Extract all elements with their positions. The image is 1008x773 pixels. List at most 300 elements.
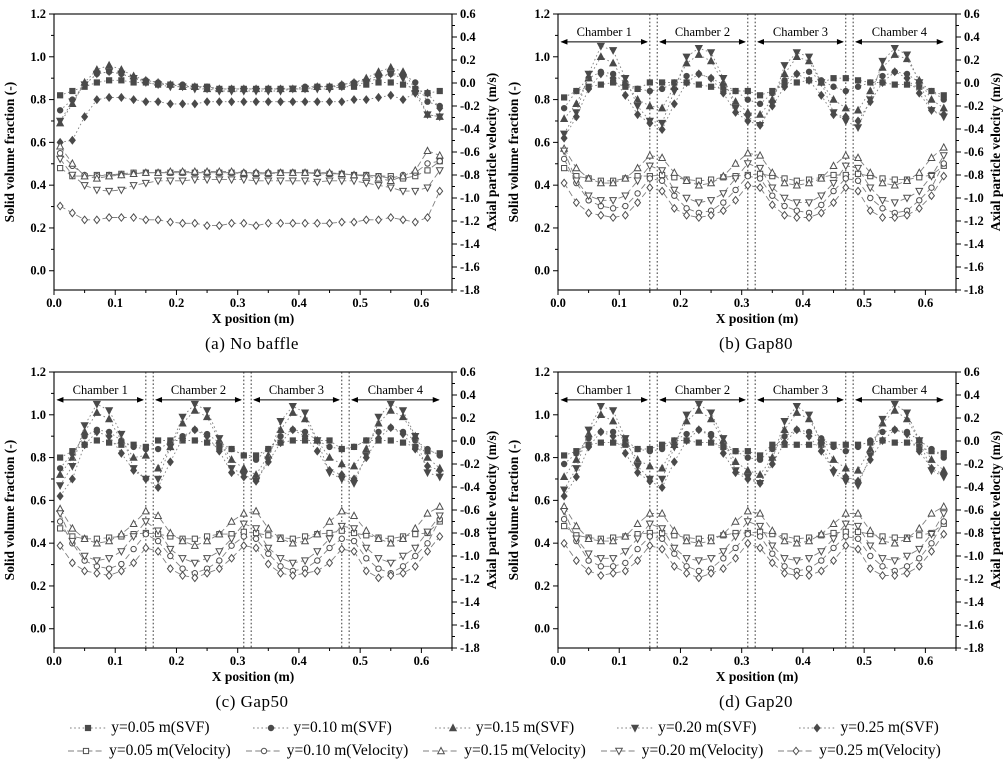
diamond-marker-icon — [916, 89, 922, 96]
triangle-down-marker-icon — [363, 545, 370, 551]
triangle-down-marker-icon — [855, 125, 862, 131]
triangle-up-marker-icon — [94, 409, 101, 415]
diamond-marker-icon — [904, 570, 910, 577]
y-left-axis-label: Solid volume fraction (-) — [2, 439, 17, 581]
caption-b: (b) Gap80 — [719, 334, 793, 353]
arrow-right-icon — [641, 397, 648, 403]
triangle-up-marker-icon — [647, 152, 654, 158]
circle-marker-icon — [733, 88, 738, 93]
svg-text:0.1: 0.1 — [611, 296, 628, 310]
triangle-up-marker-icon — [855, 467, 862, 473]
triangle-down-marker-icon — [891, 558, 898, 564]
triangle-up-marker-icon — [69, 525, 76, 531]
diamond-marker-icon — [327, 98, 333, 105]
triangle-up-marker-icon — [867, 446, 874, 452]
triangle-down-marker-icon — [400, 408, 407, 414]
circle-marker-icon — [647, 88, 652, 93]
circle-marker-icon — [745, 97, 750, 102]
circle-marker-icon — [941, 519, 946, 524]
square-marker-icon — [904, 82, 909, 87]
diamond-marker-icon — [143, 98, 149, 105]
diamond-marker-icon — [180, 220, 186, 227]
circle-marker-icon — [57, 150, 62, 155]
series-line-vel10 — [60, 519, 440, 573]
triangle-up-marker-icon — [769, 527, 776, 533]
svg-text:-1.4: -1.4 — [964, 237, 984, 251]
circle-marker-icon — [217, 558, 222, 563]
series-line-vel15 — [60, 146, 440, 181]
triangle-down-marker-icon — [585, 427, 592, 433]
triangle-down-marker-icon — [424, 470, 431, 476]
square-marker-icon — [855, 78, 860, 83]
triangle-down-marker-icon — [781, 419, 788, 425]
triangle-up-marker-icon — [130, 520, 137, 526]
triangle-down-marker-icon — [781, 63, 788, 69]
diamond-marker-icon — [167, 458, 173, 465]
svg-text:0.0: 0.0 — [964, 434, 980, 448]
svg-text:0.4: 0.4 — [30, 536, 46, 551]
triangle-up-marker-icon — [363, 446, 370, 452]
circle-marker-icon — [400, 564, 405, 569]
circle-marker-icon — [880, 564, 885, 569]
triangle-down-marker-icon — [855, 165, 862, 171]
legend-label: y=0.15 m(Velocity) — [464, 741, 586, 759]
diamond-marker-icon — [696, 574, 702, 581]
triangle-down-marker-icon — [940, 511, 947, 517]
diamond-marker-icon — [278, 98, 284, 105]
arrow-right-icon — [137, 397, 144, 403]
circle-marker-icon — [253, 536, 258, 541]
diamond-marker-icon — [155, 484, 161, 491]
diamond-marker-icon — [229, 220, 235, 227]
svg-text:0.4: 0.4 — [460, 30, 476, 44]
diamond-marker-icon — [229, 98, 235, 105]
diamond-marker-icon — [598, 212, 604, 219]
triangle-down-marker-icon — [622, 193, 629, 199]
square-marker-icon — [892, 440, 897, 445]
svg-text:0.4: 0.4 — [460, 388, 476, 402]
circle-marker-icon — [757, 176, 762, 181]
arrow-left-icon — [757, 397, 764, 403]
triangle-up-marker-icon — [928, 456, 935, 462]
circle-marker-icon — [425, 99, 430, 104]
square-marker-icon — [843, 76, 848, 81]
diamond-marker-icon — [425, 462, 431, 469]
triangle-down-marker-icon — [891, 200, 898, 206]
y-right-axis-label: Axial particle velocity (m/s) — [988, 430, 1003, 590]
caption-a: (a) No baffle — [205, 334, 299, 353]
legend-swatch-vel20 — [600, 744, 638, 758]
diamond-marker-icon — [696, 70, 702, 77]
svg-text:0.3: 0.3 — [733, 296, 750, 310]
svg-text:0.6: 0.6 — [534, 135, 550, 150]
svg-text:-0.6: -0.6 — [964, 503, 984, 517]
svg-text:0.1: 0.1 — [107, 296, 124, 310]
circle-marker-icon — [425, 541, 430, 546]
triangle-up-marker-icon — [610, 60, 617, 66]
square-marker-icon — [70, 88, 75, 93]
arrow-left-icon — [659, 39, 666, 45]
svg-text:0.6: 0.6 — [917, 296, 934, 310]
triangle-down-marker-icon — [302, 410, 309, 416]
y-left-axis-label: Solid volume fraction (-) — [506, 81, 521, 223]
legend-item-svf10 — [252, 719, 392, 737]
diamond-marker-icon — [69, 559, 75, 566]
triangle-down-marker-icon — [57, 511, 64, 517]
square-marker-icon — [904, 440, 909, 445]
circle-marker-icon — [745, 173, 750, 178]
legend-label: y=0.10 m(SVF) — [293, 718, 392, 736]
circle-marker-icon — [721, 200, 726, 205]
legend-item-vel10 — [245, 742, 409, 760]
diamond-marker-icon — [794, 426, 800, 433]
triangle-up-marker-icon — [842, 105, 849, 111]
triangle-up-marker-icon — [351, 512, 358, 518]
diamond-marker-icon — [400, 96, 406, 103]
diamond-marker-icon — [659, 484, 665, 491]
triangle-down-marker-icon — [696, 200, 703, 206]
svg-text:0.2: 0.2 — [460, 53, 476, 67]
diamond-marker-icon — [573, 113, 579, 120]
diamond-marker-icon — [204, 98, 210, 105]
diamond-marker-icon — [598, 572, 604, 579]
svg-text:1.0: 1.0 — [30, 49, 46, 64]
legend-label: y=0.25 m(SVF) — [840, 718, 939, 736]
triangle-down-marker-icon — [387, 401, 394, 407]
triangle-up-marker-icon — [424, 454, 431, 460]
triangle-up-marker-icon — [57, 471, 64, 477]
triangle-down-marker-icon — [290, 560, 297, 566]
triangle-down-marker-icon — [192, 401, 199, 407]
triangle-down-marker-icon — [69, 463, 76, 469]
diamond-marker-icon — [437, 187, 443, 194]
diamond-marker-icon — [351, 218, 357, 225]
svg-text:-0.6: -0.6 — [460, 145, 480, 159]
circle-marker-icon — [364, 556, 369, 561]
svg-text:0.8: 0.8 — [534, 450, 550, 465]
circle-marker-icon — [561, 461, 566, 466]
diamond-marker-icon — [720, 207, 726, 214]
triangle-up-marker-icon — [241, 510, 248, 516]
square-marker-icon — [290, 438, 295, 443]
circle-marker-icon — [855, 444, 860, 449]
triangle-down-marker-icon — [916, 546, 923, 552]
circle-marker-icon — [855, 84, 860, 89]
circle-marker-icon — [880, 206, 885, 211]
triangle-down-marker-icon — [622, 549, 629, 555]
diamond-marker-icon — [131, 559, 137, 566]
circle-marker-icon — [327, 444, 332, 449]
triangle-up-marker-icon — [659, 105, 666, 111]
triangle-down-marker-icon — [412, 545, 419, 551]
circle-marker-icon — [782, 78, 787, 83]
triangle-up-marker-icon — [940, 503, 947, 509]
arrow-left-icon — [757, 39, 764, 45]
svg-text:-1.4: -1.4 — [460, 595, 480, 609]
arrow-left-icon — [560, 39, 567, 45]
diamond-marker-icon — [290, 220, 296, 227]
triangle-down-marker-icon — [781, 195, 788, 201]
circle-marker-icon — [855, 178, 860, 183]
circle-marker-icon — [917, 198, 922, 203]
svg-text:0.0: 0.0 — [46, 296, 62, 310]
plot-frame — [54, 14, 452, 290]
triangle-up-marker-icon — [363, 527, 370, 533]
svg-text:0.2: 0.2 — [672, 296, 689, 310]
square-marker-icon — [831, 530, 836, 535]
diamond-marker-icon — [265, 98, 271, 105]
series-line-svf25 — [60, 93, 440, 142]
circle-marker-icon — [180, 566, 185, 571]
triangle-down-marker-icon — [632, 725, 639, 731]
series-line-vel10 — [60, 153, 440, 178]
triangle-up-marker-icon — [842, 152, 849, 158]
triangle-down-marker-icon — [757, 165, 764, 171]
circle-marker-icon — [782, 203, 787, 208]
triangle-down-marker-icon — [573, 466, 580, 472]
svg-text:-0.2: -0.2 — [460, 99, 480, 113]
legend-swatch-svf25 — [798, 721, 836, 735]
series-line-vel10 — [564, 159, 944, 213]
square-marker-icon — [696, 82, 701, 87]
diamond-marker-icon — [265, 560, 271, 567]
x-axis-label: X position (m) — [715, 311, 799, 326]
arrow-right-icon — [937, 39, 944, 45]
square-marker-icon — [86, 725, 91, 730]
circle-marker-icon — [941, 161, 946, 166]
triangle-up-marker-icon — [647, 463, 654, 469]
circle-marker-icon — [351, 538, 356, 543]
chamber-label: Chamber 3 — [268, 382, 325, 397]
triangle-up-marker-icon — [338, 461, 345, 467]
circle-marker-icon — [586, 558, 591, 563]
triangle-up-marker-icon — [424, 510, 431, 516]
diamond-marker-icon — [192, 426, 198, 433]
diamond-marker-icon — [302, 220, 308, 227]
circle-marker-icon — [351, 444, 356, 449]
arrow-left-icon — [855, 39, 862, 45]
circle-marker-icon — [770, 446, 775, 451]
square-marker-icon — [708, 84, 713, 89]
triangle-down-marker-icon — [106, 408, 113, 414]
circle-marker-icon — [733, 187, 738, 192]
triangle-down-marker-icon — [610, 48, 617, 54]
triangle-up-marker-icon — [830, 96, 837, 102]
series-line-vel25 — [564, 534, 944, 578]
circle-marker-icon — [941, 97, 946, 102]
svg-text:-1.0: -1.0 — [460, 191, 480, 205]
circle-marker-icon — [757, 457, 762, 462]
legend-item-vel05 — [67, 742, 231, 760]
diamond-marker-icon — [815, 724, 821, 731]
square-marker-icon — [388, 80, 393, 85]
chamber-label: Chamber 1 — [576, 24, 632, 39]
triangle-up-marker-icon — [143, 452, 150, 458]
svg-text:-0.4: -0.4 — [460, 122, 480, 136]
circle-marker-icon — [684, 564, 689, 569]
series-line-vel25 — [564, 176, 944, 217]
chart-canvas-a — [0, 0, 504, 336]
svg-text:-1.8: -1.8 — [964, 283, 984, 297]
circle-marker-icon — [143, 531, 148, 536]
chart-canvas-d — [504, 358, 1008, 694]
square-marker-icon — [58, 526, 63, 531]
circle-marker-icon — [268, 725, 273, 730]
circle-marker-icon — [831, 444, 836, 449]
diamond-marker-icon — [241, 98, 247, 105]
circle-marker-icon — [929, 446, 934, 451]
svg-text:0.4: 0.4 — [964, 388, 980, 402]
svg-text:-0.4: -0.4 — [964, 122, 984, 136]
square-marker-icon — [119, 78, 124, 83]
triangle-up-marker-icon — [867, 527, 874, 533]
triangle-down-marker-icon — [314, 549, 321, 555]
circle-marker-icon — [806, 69, 811, 74]
legend-label: y=0.05 m(Velocity) — [109, 741, 231, 759]
triangle-up-marker-icon — [412, 167, 419, 173]
triangle-down-marker-icon — [708, 50, 715, 56]
square-marker-icon — [794, 80, 799, 85]
square-marker-icon — [611, 440, 616, 445]
triangle-down-marker-icon — [57, 483, 64, 489]
svg-text:0.4: 0.4 — [795, 654, 811, 668]
square-marker-icon — [757, 93, 762, 98]
svg-text:1.0: 1.0 — [30, 407, 46, 422]
series-line-svf15 — [60, 411, 440, 475]
triangle-down-marker-icon — [720, 549, 727, 555]
legend-label: y=0.05 m(SVF) — [111, 718, 210, 736]
circle-marker-icon — [757, 534, 762, 539]
series-line-svf25 — [564, 72, 944, 138]
diamond-marker-icon — [782, 212, 788, 219]
circle-marker-icon — [561, 105, 566, 110]
diamond-marker-icon — [793, 747, 799, 754]
series-line-vel15 — [60, 507, 440, 546]
square-marker-icon — [388, 438, 393, 443]
arrow-right-icon — [837, 397, 844, 403]
circle-marker-icon — [610, 564, 615, 569]
diamond-marker-icon — [635, 469, 641, 476]
legend-item-svf25 — [798, 719, 938, 737]
chamber-label: Chamber 2 — [170, 382, 227, 397]
circle-marker-icon — [770, 193, 775, 198]
series-line-vel10 — [564, 519, 944, 571]
diamond-marker-icon — [351, 96, 357, 103]
triangle-down-marker-icon — [659, 476, 666, 482]
caption-d: (d) Gap20 — [719, 692, 793, 711]
triangle-down-marker-icon — [940, 153, 947, 159]
triangle-down-marker-icon — [436, 474, 443, 480]
svg-text:0.8: 0.8 — [534, 92, 550, 107]
svg-text:-0.8: -0.8 — [460, 526, 480, 540]
triangle-down-marker-icon — [806, 54, 813, 60]
circle-marker-icon — [155, 538, 160, 543]
circle-marker-icon — [155, 446, 160, 451]
arrow-left-icon — [659, 397, 666, 403]
svg-text:1.2: 1.2 — [30, 365, 46, 379]
square-marker-icon — [831, 76, 836, 81]
triangle-down-marker-icon — [118, 187, 125, 193]
circle-marker-icon — [278, 433, 283, 438]
triangle-up-marker-icon — [450, 724, 457, 730]
square-marker-icon — [696, 440, 701, 445]
svg-text:0.5: 0.5 — [856, 296, 872, 310]
triangle-down-marker-icon — [167, 546, 174, 552]
circle-marker-icon — [647, 448, 652, 453]
diamond-marker-icon — [733, 197, 739, 204]
x-axis-label: X position (m) — [211, 669, 295, 684]
triangle-up-marker-icon — [253, 508, 260, 514]
triangle-down-marker-icon — [400, 553, 407, 559]
diamond-marker-icon — [733, 109, 739, 116]
chart-canvas-b — [504, 0, 1008, 336]
circle-marker-icon — [929, 88, 934, 93]
square-marker-icon — [562, 166, 567, 171]
square-marker-icon — [94, 438, 99, 443]
diamond-marker-icon — [412, 218, 418, 225]
svg-text:-0.6: -0.6 — [964, 145, 984, 159]
circle-marker-icon — [623, 560, 628, 565]
triangle-up-marker-icon — [745, 508, 752, 514]
diamond-marker-icon — [622, 212, 628, 219]
triangle-up-marker-icon — [573, 165, 580, 171]
circle-marker-icon — [880, 73, 885, 78]
triangle-up-marker-icon — [916, 525, 923, 531]
triangle-down-marker-icon — [610, 556, 617, 562]
diamond-marker-icon — [818, 209, 824, 216]
diamond-marker-icon — [253, 222, 259, 229]
triangle-up-marker-icon — [928, 510, 935, 516]
diamond-marker-icon — [278, 220, 284, 227]
triangle-up-marker-icon — [598, 411, 605, 417]
triangle-down-marker-icon — [794, 404, 801, 410]
triangle-down-marker-icon — [708, 556, 715, 562]
diamond-marker-icon — [745, 540, 751, 547]
arrow-left-icon — [56, 397, 63, 403]
diamond-marker-icon — [745, 117, 751, 124]
chamber-label: Chamber 4 — [871, 382, 927, 397]
triangle-down-marker-icon — [192, 560, 199, 566]
circle-marker-icon — [57, 108, 62, 113]
triangle-up-marker-icon — [830, 456, 837, 462]
svg-text:0.6: 0.6 — [413, 654, 430, 668]
square-marker-icon — [192, 536, 197, 541]
diamond-marker-icon — [671, 458, 677, 465]
triangle-up-marker-icon — [326, 518, 333, 524]
svg-text:0.3: 0.3 — [733, 654, 750, 668]
triangle-up-marker-icon — [155, 465, 162, 471]
triangle-up-marker-icon — [375, 68, 382, 74]
diamond-marker-icon — [586, 567, 592, 574]
square-marker-icon — [598, 82, 603, 87]
svg-text:0.2: 0.2 — [672, 654, 689, 668]
triangle-down-marker-icon — [155, 476, 162, 482]
diamond-marker-icon — [339, 218, 345, 225]
svg-text:0.4: 0.4 — [795, 296, 811, 310]
triangle-up-marker-icon — [143, 508, 150, 514]
circle-marker-icon — [339, 536, 344, 541]
y-right-axis-label: Axial particle velocity (m/s) — [484, 72, 499, 232]
svg-text:-0.2: -0.2 — [964, 99, 984, 113]
circle-marker-icon — [696, 568, 701, 573]
triangle-down-marker-icon — [683, 54, 690, 60]
circle-marker-icon — [745, 531, 750, 536]
svg-text:0.0: 0.0 — [460, 76, 476, 90]
y-right-axis-label: Axial particle velocity (m/s) — [988, 72, 1003, 232]
svg-text:0.2: 0.2 — [168, 654, 185, 668]
series-line-svf15 — [564, 55, 944, 119]
circle-marker-icon — [757, 101, 762, 106]
